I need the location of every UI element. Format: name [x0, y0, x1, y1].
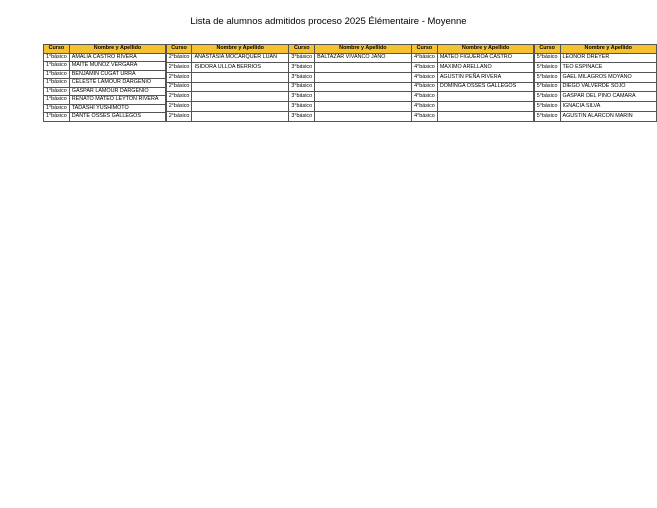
nombre-cell	[315, 111, 412, 121]
table-row	[412, 82, 534, 92]
table-row	[289, 82, 411, 92]
curso-cell: 2°básico	[166, 102, 192, 112]
table-row	[289, 102, 411, 112]
curso-cell: 3°básico	[289, 111, 315, 121]
column-header-curso: Curso	[534, 45, 560, 54]
curso-cell: 1°básico	[44, 113, 70, 122]
table-row	[412, 63, 534, 73]
nombre-cell	[192, 92, 289, 102]
nombre-cell: ANASTASIA MOCARQUER LUAN	[192, 53, 289, 63]
table-header-row	[166, 45, 288, 54]
nombre-cell	[437, 111, 534, 121]
curso-cell: 4°básico	[412, 111, 438, 121]
nombre-cell	[315, 102, 412, 112]
nombre-cell: DIEGO VALVERDE SOJO	[560, 82, 657, 92]
nombre-cell	[192, 102, 289, 112]
nombre-cell	[192, 72, 289, 82]
nombre-cell	[192, 111, 289, 121]
curso-cell: 4°básico	[412, 92, 438, 102]
table-row	[166, 102, 288, 112]
table-row	[44, 96, 166, 105]
nombre-cell: CELESTE LAMOUR DARGENIO	[69, 79, 166, 88]
nombre-cell: TEO ESPINACE	[560, 63, 657, 73]
curso-cell: 4°básico	[412, 82, 438, 92]
page-title: Lista de alumnos admitidos proceso 2025 Élémentaire - Moyenne	[190, 16, 467, 27]
curso-cell: 1°básico	[44, 53, 70, 62]
table-row	[534, 53, 656, 63]
nombre-cell: BENJAMIN CUGAT URRA	[69, 70, 166, 79]
nombre-cell	[315, 82, 412, 92]
table-row	[289, 72, 411, 82]
curso-cell: 5°básico	[534, 53, 560, 63]
table-header-row	[412, 45, 534, 54]
curso-cell: 1°básico	[44, 79, 70, 88]
nombre-cell	[437, 92, 534, 102]
table-row	[412, 111, 534, 121]
table-group-4	[411, 44, 534, 122]
nombre-cell: DOMINGA OSSES GALLEGOS	[437, 82, 534, 92]
table-row	[44, 113, 166, 122]
table-group-2	[166, 44, 289, 122]
table-row	[44, 62, 166, 71]
table-row	[166, 53, 288, 63]
table-row	[412, 72, 534, 82]
nombre-cell: GASPAR LAMOUR DARGENIO	[69, 87, 166, 96]
curso-cell: 3°básico	[289, 53, 315, 63]
curso-cell: 3°básico	[289, 102, 315, 112]
column-header-nombre: Nombre y Apellido	[69, 45, 166, 54]
table-row	[412, 53, 534, 63]
curso-cell: 4°básico	[412, 102, 438, 112]
column-header-nombre: Nombre y Apellido	[315, 45, 412, 54]
nombre-cell	[437, 102, 534, 112]
table-row	[44, 53, 166, 62]
nombre-cell	[192, 82, 289, 92]
curso-cell: 1°básico	[44, 87, 70, 96]
table-header-row	[534, 45, 656, 54]
curso-cell: 5°básico	[534, 72, 560, 82]
table-row	[166, 92, 288, 102]
table-row	[289, 111, 411, 121]
table-row	[44, 87, 166, 96]
table-row	[534, 63, 656, 73]
nombre-cell: MAXIMO ARELLANO	[437, 63, 534, 73]
nombre-cell: GAEL MILAGROS MOYANO	[560, 72, 657, 82]
curso-cell: 4°básico	[412, 63, 438, 73]
curso-cell: 4°básico	[412, 72, 438, 82]
curso-cell: 3°básico	[289, 82, 315, 92]
curso-cell: 3°básico	[289, 92, 315, 102]
nombre-cell	[315, 92, 412, 102]
nombre-cell: AMALIA CASTRO RIVERA	[69, 53, 166, 62]
curso-cell: 2°básico	[166, 63, 192, 73]
column-header-nombre: Nombre y Apellido	[192, 45, 289, 54]
table-row	[289, 92, 411, 102]
nombre-cell: DANTE OSSES GALLEGOS	[69, 113, 166, 122]
curso-cell: 1°básico	[44, 70, 70, 79]
table-row	[166, 111, 288, 121]
column-header-nombre: Nombre y Apellido	[437, 45, 534, 54]
table-row	[44, 79, 166, 88]
curso-cell: 2°básico	[166, 92, 192, 102]
table-row	[44, 104, 166, 113]
curso-cell: 3°básico	[289, 72, 315, 82]
table-group-1	[43, 44, 166, 122]
column-header-curso: Curso	[412, 45, 438, 54]
curso-cell: 1°básico	[44, 96, 70, 105]
nombre-cell: AGUSTIN PEÑA RIVERA	[437, 72, 534, 82]
nombre-cell: RENATO MATEO LEYTON RIVERA	[69, 96, 166, 105]
table-row	[166, 82, 288, 92]
nombre-cell: ISIDORA ULLOA BERRIOS	[192, 63, 289, 73]
table-row	[534, 92, 656, 102]
curso-cell: 3°básico	[289, 63, 315, 73]
curso-cell: 5°básico	[534, 63, 560, 73]
nombre-cell: GASPAR DEL PINO CAMARA	[560, 92, 657, 102]
nombre-cell: MAITE MUÑOZ VERGARA	[69, 62, 166, 71]
column-header-nombre: Nombre y Apellido	[560, 45, 657, 54]
nombre-cell	[315, 63, 412, 73]
curso-cell: 2°básico	[166, 53, 192, 63]
curso-cell: 5°básico	[534, 92, 560, 102]
table-header-row	[289, 45, 411, 54]
table-row	[534, 111, 656, 121]
table-row	[166, 72, 288, 82]
nombre-cell: AGUSTIN ALARCON MARIN	[560, 111, 657, 121]
table-group-5	[534, 44, 657, 122]
curso-cell: 5°básico	[534, 82, 560, 92]
table-row	[534, 102, 656, 112]
table-group-3	[288, 44, 411, 122]
table-row	[44, 70, 166, 79]
column-header-curso: Curso	[289, 45, 315, 54]
curso-cell: 5°básico	[534, 102, 560, 112]
table-header-row	[44, 45, 166, 54]
table-row	[289, 53, 411, 63]
nombre-cell: MATEO FIGUEROA CASTRO	[437, 53, 534, 63]
nombre-cell	[315, 72, 412, 82]
curso-cell: 2°básico	[166, 111, 192, 121]
column-header-curso: Curso	[166, 45, 192, 54]
table-row	[534, 72, 656, 82]
curso-cell: 1°básico	[44, 104, 70, 113]
table-row	[412, 92, 534, 102]
nombre-cell: TADASHI YUSHIMOTO	[69, 104, 166, 113]
table-row	[534, 82, 656, 92]
table-row	[412, 102, 534, 112]
table-row	[289, 63, 411, 73]
nombre-cell: BALTAZAR VIVANCO JANO	[315, 53, 412, 63]
nombre-cell: IGNACIA SILVA	[560, 102, 657, 112]
table-row	[166, 63, 288, 73]
curso-cell: 5°básico	[534, 111, 560, 121]
curso-cell: 4°básico	[412, 53, 438, 63]
curso-cell: 2°básico	[166, 72, 192, 82]
admissions-tables	[43, 44, 657, 122]
nombre-cell: LEONOR DREYER	[560, 53, 657, 63]
column-header-curso: Curso	[44, 45, 70, 54]
curso-cell: 1°básico	[44, 62, 70, 71]
curso-cell: 2°básico	[166, 82, 192, 92]
